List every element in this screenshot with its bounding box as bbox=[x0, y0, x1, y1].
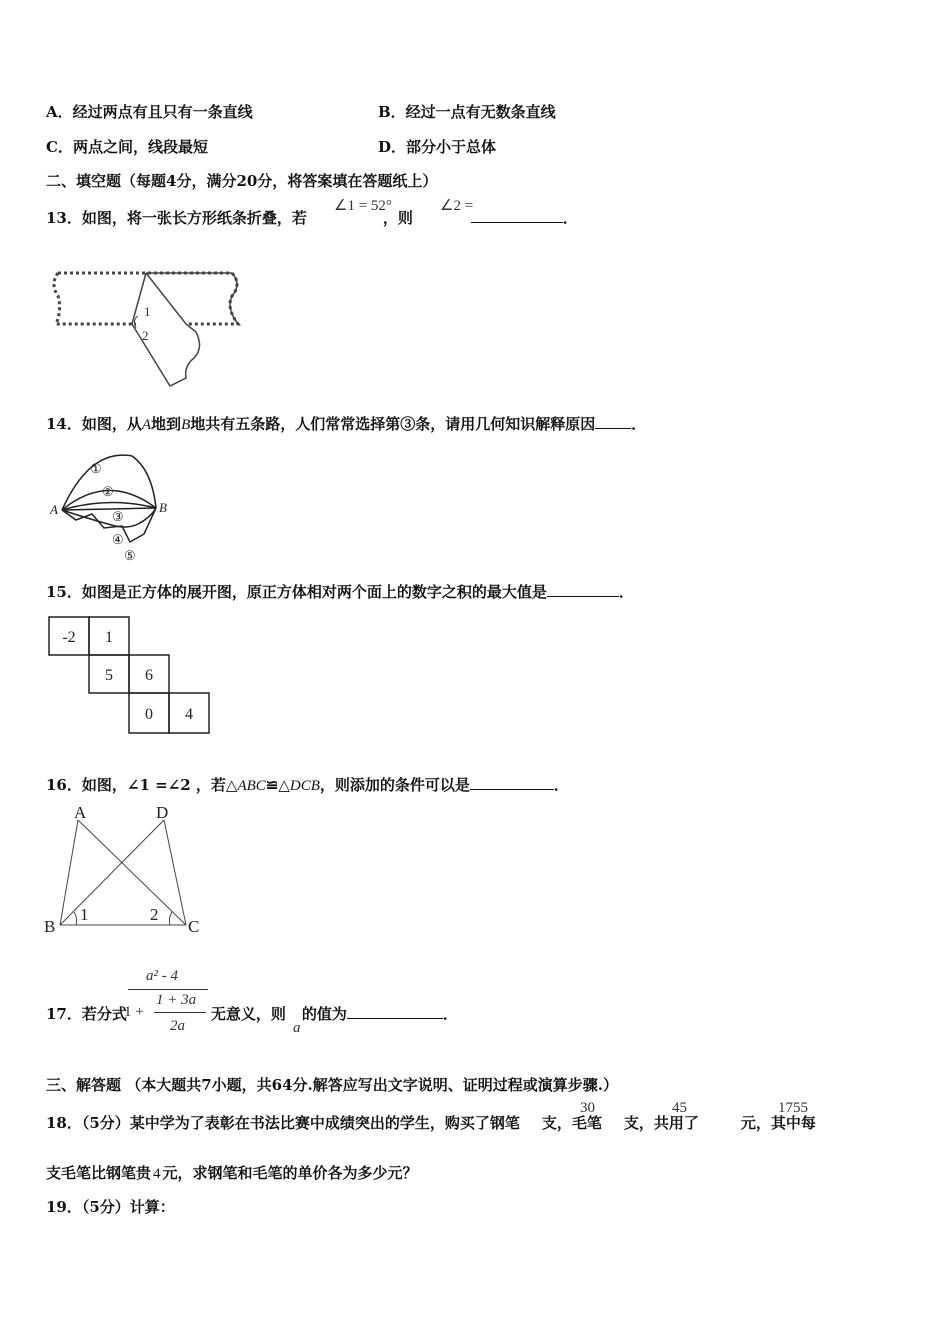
q16-question bbox=[46, 775, 569, 796]
q16-cong: ≌△ bbox=[265, 776, 290, 794]
q14-suffix: ． bbox=[631, 415, 647, 433]
net-value: 5 bbox=[105, 667, 113, 684]
q16-dcb: DCB bbox=[289, 778, 320, 794]
q14-label-r2: ② bbox=[102, 484, 114, 499]
q16-label-c: C bbox=[188, 917, 200, 936]
q16-triangles-figure bbox=[42, 802, 212, 942]
q18-line2-b: 元，求钢笔和毛笔的单价各为多少元？ bbox=[162, 1164, 418, 1182]
q18-line1-d: 元，其中每 bbox=[740, 1114, 816, 1132]
q15-text: 15．如图是正方体的展开图，原正方体相对两个面上的数字之积的最大值是 bbox=[46, 583, 547, 601]
q16-label-a: A bbox=[74, 803, 87, 822]
q16-label-d: D bbox=[156, 803, 169, 822]
q13-fold-figure bbox=[46, 240, 246, 390]
net-value: 0 bbox=[145, 706, 153, 723]
q18-line1-c: 支，共用了 bbox=[623, 1114, 699, 1132]
q18-pen-count: 30 bbox=[580, 1100, 595, 1116]
q17-question bbox=[46, 1004, 458, 1024]
section3-heading: 三、解答题 （本大题共7小题，共64分.解答应写出文字说明、证明过程或演算步骤.） bbox=[46, 1076, 618, 1094]
q16-text: ，则添加的条件可以是 bbox=[319, 776, 470, 794]
q18-line2 bbox=[46, 1163, 418, 1184]
q17-main-fraction-bar bbox=[128, 989, 208, 990]
q15-answer-blank bbox=[547, 582, 619, 597]
q16-answer-blank bbox=[470, 775, 554, 790]
q13-prefix: 13．如图，将一张长方形纸条折叠，若 bbox=[46, 209, 307, 227]
q17-one-plus: 1 + bbox=[124, 1004, 144, 1020]
q14-text2: 地共有五条路，人们常常选择第③条，请用几何知识解释原因 bbox=[190, 415, 596, 433]
net-value: -2 bbox=[62, 629, 76, 646]
q14-label-a: A bbox=[50, 502, 58, 517]
q16-label-b: B bbox=[44, 917, 56, 936]
q14-point-b: B bbox=[181, 417, 191, 433]
q17-inner-fraction-bar bbox=[154, 1012, 206, 1013]
q18-line1-a: 18．（5分）某中学为了表彰在书法比赛中成绩突出的学生，购买了钢笔 bbox=[46, 1114, 520, 1132]
q18-brush-count: 45 bbox=[672, 1100, 687, 1116]
q18-line1-b: 支，毛笔 bbox=[541, 1114, 602, 1132]
q16-suffix: ． bbox=[553, 776, 569, 794]
q14-label-r5: ⑤ bbox=[124, 548, 136, 563]
net-value: 4 bbox=[185, 706, 193, 723]
q18-total-cost: 1755 bbox=[778, 1100, 808, 1116]
q15-suffix: ． bbox=[618, 583, 634, 601]
q13-angle2-expr: ∠2 = bbox=[440, 198, 474, 214]
option-b: B．经过一点有无数条直线 bbox=[378, 103, 556, 121]
q15-cube-net bbox=[48, 616, 212, 738]
q16-label-2: 2 bbox=[150, 905, 159, 924]
q13-question bbox=[46, 208, 578, 228]
q13-mid: ，则 bbox=[382, 209, 413, 227]
q14-point-a: A bbox=[141, 417, 152, 433]
q14-text1: 地到 bbox=[151, 415, 182, 433]
section2-heading: 二、填空题（每题4分，满分20分，将答案填在答题纸上） bbox=[46, 172, 438, 190]
q16-prefix: 16．如图，∠1 =∠2 ，若△ bbox=[46, 776, 238, 794]
q18-line2-a: 支毛笔比钢笔贵 bbox=[46, 1164, 152, 1182]
q14-question bbox=[46, 414, 646, 435]
q14-label-r3: ③ bbox=[112, 509, 124, 524]
q16-abc: ABC bbox=[237, 778, 266, 794]
q16-label-1: 1 bbox=[80, 905, 89, 924]
q14-prefix: 14．如图，从 bbox=[46, 415, 142, 433]
q14-routes-figure bbox=[46, 448, 186, 568]
q13-label-1: 1 bbox=[144, 304, 151, 319]
option-d: D．部分小于总体 bbox=[378, 138, 497, 156]
q17-prefix: 17．若分式 bbox=[46, 1005, 127, 1023]
q17-answer-blank bbox=[347, 1004, 443, 1019]
net-value: 6 bbox=[145, 667, 153, 684]
option-c: C．两点之间，线段最短 bbox=[46, 138, 208, 156]
q13-suffix: ． bbox=[562, 209, 578, 227]
q13-label-2: 2 bbox=[142, 328, 149, 343]
q17-text1: 无意义，则 bbox=[210, 1005, 286, 1023]
q18-price-diff: 4 bbox=[153, 1166, 161, 1182]
q17-numerator: a² - 4 bbox=[146, 968, 178, 984]
q13-angle1-expr: ∠1 = 52° bbox=[334, 198, 392, 214]
q15-question bbox=[46, 582, 634, 602]
q18-line1 bbox=[46, 1113, 816, 1133]
q14-label-b: B bbox=[159, 500, 167, 515]
q14-label-r4: ④ bbox=[112, 532, 124, 547]
option-a: A．经过两点有且只有一条直线 bbox=[46, 103, 253, 121]
q14-answer-blank bbox=[595, 414, 631, 429]
q17-suffix: ． bbox=[442, 1005, 458, 1023]
q17-variable: a bbox=[293, 1020, 301, 1036]
q17-inner-numerator: 1 + 3a bbox=[156, 992, 197, 1008]
q17-fraction bbox=[124, 966, 208, 1040]
q14-label-r1: ① bbox=[90, 461, 102, 476]
q13-answer-blank bbox=[471, 208, 563, 223]
q17-text2: 的值为 bbox=[301, 1005, 347, 1023]
q17-inner-denominator: 2a bbox=[170, 1018, 185, 1034]
net-value: 1 bbox=[105, 629, 113, 646]
q19-question: 19．（5分）计算： bbox=[46, 1198, 175, 1216]
